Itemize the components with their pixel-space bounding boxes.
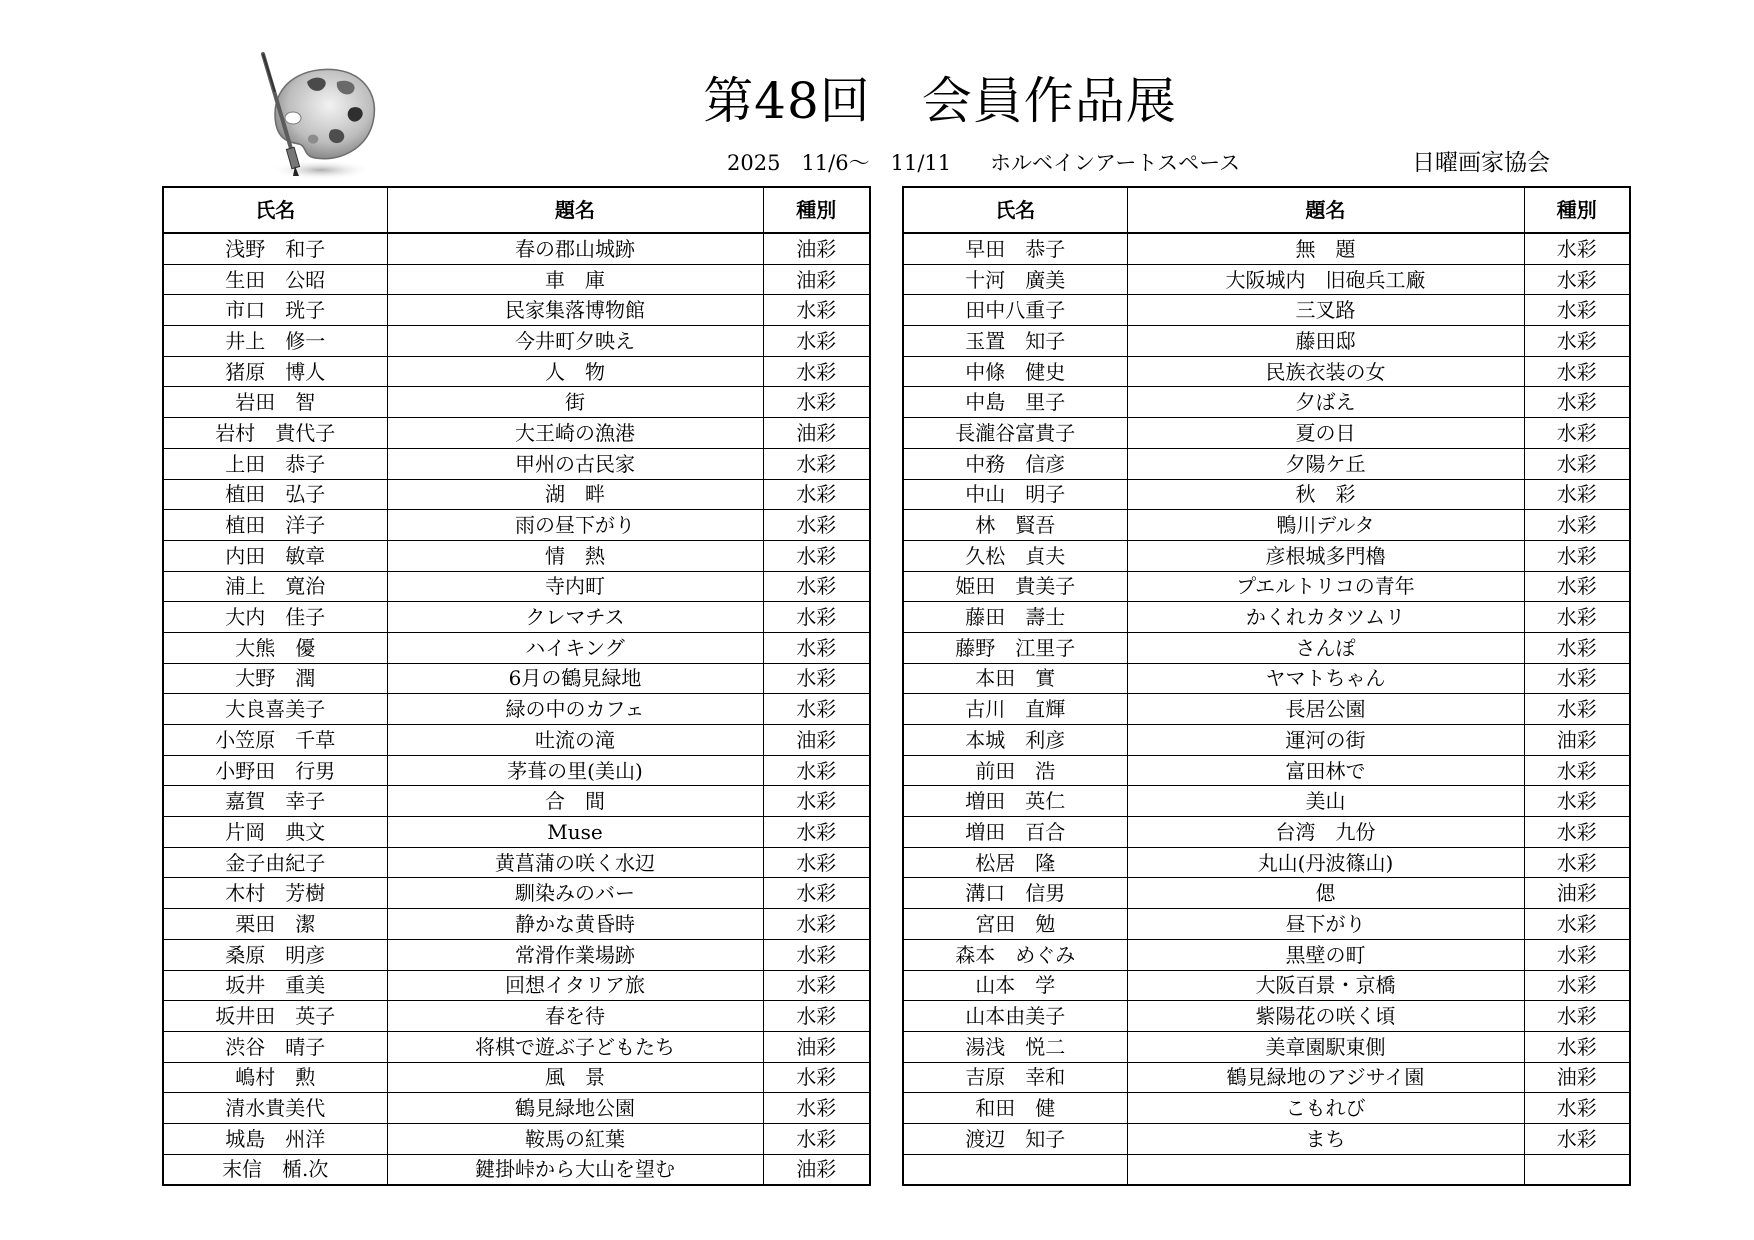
table-row: [903, 694, 1630, 725]
artist-name-cell: 藤野 江里子: [903, 632, 1127, 663]
table-row: [903, 1031, 1630, 1062]
work-title-cell: 美章園駅東側: [1127, 1031, 1524, 1062]
table-row: [903, 1062, 1630, 1093]
medium-cell: 水彩: [763, 510, 870, 541]
artist-name-cell: 嘉賀 幸子: [163, 786, 387, 817]
work-title-cell: 合 間: [387, 786, 763, 817]
medium-cell: 水彩: [763, 847, 870, 878]
table-row: [163, 418, 870, 449]
column-header-title: 題名: [387, 187, 763, 233]
venue-name: ホルベインアートスペース: [990, 151, 1241, 175]
medium-cell: 水彩: [1524, 356, 1630, 387]
table-row: [163, 356, 870, 387]
column-header-name: 氏名: [163, 187, 387, 233]
medium-cell: 水彩: [1524, 909, 1630, 940]
table-row: [903, 448, 1630, 479]
artist-name-cell: 嶋村 勲: [163, 1062, 387, 1093]
table-row: [163, 1001, 870, 1032]
medium-cell: 水彩: [763, 663, 870, 694]
artist-name-cell: 渋谷 晴子: [163, 1031, 387, 1062]
artist-name-cell: 木村 芳樹: [163, 878, 387, 909]
artist-name-cell: 本田 實: [903, 663, 1127, 694]
artist-name-cell: 坂井 重美: [163, 970, 387, 1001]
medium-cell: 水彩: [763, 356, 870, 387]
medium-cell: 水彩: [1524, 663, 1630, 694]
table-row: [163, 663, 870, 694]
medium-cell: 水彩: [1524, 817, 1630, 848]
table-row: [163, 725, 870, 756]
table-row: [903, 326, 1630, 357]
work-title-cell: 鴨川デルタ: [1127, 510, 1524, 541]
artist-name-cell: 清水貴美代: [163, 1093, 387, 1124]
medium-cell: 油彩: [1524, 878, 1630, 909]
medium-cell: 水彩: [763, 1093, 870, 1124]
table-row: [903, 909, 1630, 940]
medium-cell: 水彩: [763, 909, 870, 940]
artist-name-cell: 井上 修一: [163, 326, 387, 357]
medium-cell: 油彩: [763, 1154, 870, 1185]
artist-name-cell: 増田 百合: [903, 817, 1127, 848]
table-row: [163, 264, 870, 295]
artist-name-cell: 末信 楯.次: [163, 1154, 387, 1185]
artist-name-cell: [903, 1154, 1127, 1185]
work-title-cell: 秋 彩: [1127, 479, 1524, 510]
work-title-cell: 吐流の滝: [387, 725, 763, 756]
table-row: [903, 1093, 1630, 1124]
table-row: [163, 755, 870, 786]
work-title-cell: 鶴見緑地公園: [387, 1093, 763, 1124]
work-title-cell: 美山: [1127, 786, 1524, 817]
medium-cell: 水彩: [763, 479, 870, 510]
artist-name-cell: 玉置 知子: [903, 326, 1127, 357]
medium-cell: 水彩: [1524, 233, 1630, 264]
medium-cell: 水彩: [1524, 387, 1630, 418]
medium-cell: 水彩: [763, 295, 870, 326]
table-header-row: [163, 187, 870, 233]
work-title-cell: 運河の街: [1127, 725, 1524, 756]
artist-name-cell: 浦上 寛治: [163, 571, 387, 602]
artist-name-cell: 内田 敏章: [163, 540, 387, 571]
work-title-cell: 緑の中のカフェ: [387, 694, 763, 725]
medium-cell: 水彩: [1524, 1001, 1630, 1032]
table-row: [903, 1001, 1630, 1032]
artist-name-cell: 増田 英仁: [903, 786, 1127, 817]
table-row: [163, 817, 870, 848]
work-title-cell: 6月の鶴見緑地: [387, 663, 763, 694]
medium-cell: 水彩: [763, 540, 870, 571]
medium-cell: 水彩: [1524, 786, 1630, 817]
table-row: [163, 939, 870, 970]
medium-cell: [1524, 1154, 1630, 1185]
medium-cell: 水彩: [763, 817, 870, 848]
medium-cell: 水彩: [763, 970, 870, 1001]
work-title-cell: こもれび: [1127, 1093, 1524, 1124]
artist-name-cell: 大内 佳子: [163, 602, 387, 633]
table-row: [903, 510, 1630, 541]
table-row: [903, 387, 1630, 418]
work-title-cell: 春の郡山城跡: [387, 233, 763, 264]
artist-table-left: [162, 186, 871, 1186]
table-row: [163, 233, 870, 264]
work-title-cell: 民家集落博物館: [387, 295, 763, 326]
table-row: [163, 510, 870, 541]
artist-name-cell: 山本由美子: [903, 1001, 1127, 1032]
medium-cell: 水彩: [1524, 1093, 1630, 1124]
organizer-name: 日曜画家協会: [1412, 150, 1550, 176]
table-row: [163, 1154, 870, 1185]
table-row: [163, 847, 870, 878]
artist-name-cell: 植田 弘子: [163, 479, 387, 510]
medium-cell: 水彩: [763, 571, 870, 602]
artist-name-cell: 長瀧谷富貴子: [903, 418, 1127, 449]
table-row: [903, 755, 1630, 786]
medium-cell: 水彩: [763, 939, 870, 970]
work-title-cell: 黄菖蒲の咲く水辺: [387, 847, 763, 878]
artist-name-cell: 桑原 明彦: [163, 939, 387, 970]
work-title-cell: 三叉路: [1127, 295, 1524, 326]
table-row: [163, 448, 870, 479]
table-row: [903, 602, 1630, 633]
work-title-cell: 大王崎の漁港: [387, 418, 763, 449]
page-title: 第48回 会員作品展: [703, 72, 1177, 130]
table-header-row: [903, 187, 1630, 233]
table-row: [163, 571, 870, 602]
work-title-cell: 春を待: [387, 1001, 763, 1032]
work-title-cell: 風 景: [387, 1062, 763, 1093]
table-row: [163, 786, 870, 817]
work-title-cell: 大阪城内 旧砲兵工廠: [1127, 264, 1524, 295]
table-row: [163, 632, 870, 663]
work-title-cell: 丸山(丹波篠山): [1127, 847, 1524, 878]
medium-cell: 水彩: [1524, 418, 1630, 449]
artist-name-cell: 宮田 勉: [903, 909, 1127, 940]
table-row: [903, 632, 1630, 663]
medium-cell: 水彩: [763, 786, 870, 817]
work-title-cell: 鶴見緑地のアジサイ園: [1127, 1062, 1524, 1093]
work-title-cell: 鞍馬の紅葉: [387, 1123, 763, 1154]
medium-cell: 水彩: [763, 878, 870, 909]
table-row: [903, 295, 1630, 326]
medium-cell: 油彩: [1524, 725, 1630, 756]
table-row: [903, 1123, 1630, 1154]
artist-name-cell: 栗田 潔: [163, 909, 387, 940]
work-title-cell: 富田林で: [1127, 755, 1524, 786]
medium-cell: 油彩: [763, 418, 870, 449]
medium-cell: 水彩: [763, 602, 870, 633]
artist-name-cell: 林 賢吾: [903, 510, 1127, 541]
medium-cell: 水彩: [763, 1062, 870, 1093]
artist-name-cell: 和田 健: [903, 1093, 1127, 1124]
medium-cell: 水彩: [763, 448, 870, 479]
medium-cell: 水彩: [763, 694, 870, 725]
medium-cell: 水彩: [763, 632, 870, 663]
work-title-cell: 偲: [1127, 878, 1524, 909]
work-title-cell: 甲州の古民家: [387, 448, 763, 479]
artist-name-cell: 岩村 貴代子: [163, 418, 387, 449]
medium-cell: 水彩: [1524, 602, 1630, 633]
medium-cell: 水彩: [1524, 1031, 1630, 1062]
work-title-cell: まち: [1127, 1123, 1524, 1154]
table-row: [903, 1154, 1630, 1185]
table-row: [903, 939, 1630, 970]
work-title-cell: プエルトリコの青年: [1127, 571, 1524, 602]
work-title-cell: 街: [387, 387, 763, 418]
work-title-cell: 夏の日: [1127, 418, 1524, 449]
artist-name-cell: 猪原 博人: [163, 356, 387, 387]
table-row: [163, 1123, 870, 1154]
column-header-kind: 種別: [1524, 187, 1630, 233]
medium-cell: 水彩: [1524, 510, 1630, 541]
artist-name-cell: 溝口 信男: [903, 878, 1127, 909]
artist-name-cell: 藤田 壽士: [903, 602, 1127, 633]
artist-name-cell: 中務 信彦: [903, 448, 1127, 479]
work-title-cell: 回想イタリア旅: [387, 970, 763, 1001]
medium-cell: 水彩: [1524, 326, 1630, 357]
work-title-cell: Muse: [387, 817, 763, 848]
table-row: [163, 694, 870, 725]
table-row: [903, 418, 1630, 449]
medium-cell: 水彩: [1524, 264, 1630, 295]
medium-cell: 水彩: [763, 387, 870, 418]
medium-cell: 水彩: [1524, 571, 1630, 602]
artist-name-cell: 市口 珖子: [163, 295, 387, 326]
column-header-kind: 種別: [763, 187, 870, 233]
medium-cell: 水彩: [1524, 632, 1630, 663]
artist-name-cell: 上田 恭子: [163, 448, 387, 479]
artist-name-cell: 生田 公昭: [163, 264, 387, 295]
medium-cell: 油彩: [763, 1031, 870, 1062]
medium-cell: 水彩: [1524, 479, 1630, 510]
medium-cell: 水彩: [1524, 755, 1630, 786]
artist-name-cell: 久松 貞夫: [903, 540, 1127, 571]
work-title-cell: 台湾 九份: [1127, 817, 1524, 848]
medium-cell: 水彩: [1524, 295, 1630, 326]
work-title-cell: 長居公園: [1127, 694, 1524, 725]
artist-name-cell: 姫田 貴美子: [903, 571, 1127, 602]
artist-name-cell: 小笠原 千草: [163, 725, 387, 756]
table-row: [903, 479, 1630, 510]
table-row: [163, 1093, 870, 1124]
artist-name-cell: 浅野 和子: [163, 233, 387, 264]
artist-name-cell: 渡辺 知子: [903, 1123, 1127, 1154]
table-row: [903, 847, 1630, 878]
work-title-cell: 情 熱: [387, 540, 763, 571]
artist-name-cell: 坂井田 英子: [163, 1001, 387, 1032]
work-title-cell: さんぽ: [1127, 632, 1524, 663]
work-title-cell: [1127, 1154, 1524, 1185]
artist-name-cell: 大野 潤: [163, 663, 387, 694]
medium-cell: 水彩: [1524, 1123, 1630, 1154]
table-row: [163, 878, 870, 909]
artist-name-cell: 小野田 行男: [163, 755, 387, 786]
medium-cell: 水彩: [1524, 939, 1630, 970]
medium-cell: 水彩: [763, 1123, 870, 1154]
table-row: [163, 479, 870, 510]
table-row: [903, 817, 1630, 848]
table-row: [163, 387, 870, 418]
artist-name-cell: 吉原 幸和: [903, 1062, 1127, 1093]
medium-cell: 水彩: [1524, 540, 1630, 571]
medium-cell: 油彩: [763, 233, 870, 264]
artist-name-cell: 岩田 智: [163, 387, 387, 418]
work-title-cell: 黒壁の町: [1127, 939, 1524, 970]
work-title-cell: 馴染みのバー: [387, 878, 763, 909]
work-title-cell: 鍵掛峠から大山を望む: [387, 1154, 763, 1185]
table-row: [903, 725, 1630, 756]
artist-name-cell: 植田 洋子: [163, 510, 387, 541]
paint-palette-icon: [255, 52, 385, 184]
table-row: [163, 326, 870, 357]
table-row: [903, 786, 1630, 817]
table-row: [903, 878, 1630, 909]
column-header-title: 題名: [1127, 187, 1524, 233]
work-title-cell: 寺内町: [387, 571, 763, 602]
artist-name-cell: 前田 浩: [903, 755, 1127, 786]
table-row: [903, 540, 1630, 571]
work-title-cell: 今井町夕映え: [387, 326, 763, 357]
table-row: [163, 1031, 870, 1062]
work-title-cell: 藤田邸: [1127, 326, 1524, 357]
work-title-cell: 将棋で遊ぶ子どもたち: [387, 1031, 763, 1062]
table-row: [163, 602, 870, 633]
table-row: [163, 909, 870, 940]
artist-table-right: [902, 186, 1631, 1186]
artist-name-cell: 十河 廣美: [903, 264, 1127, 295]
work-title-cell: 紫陽花の咲く頃: [1127, 1001, 1524, 1032]
medium-cell: 油彩: [763, 264, 870, 295]
work-title-cell: 昼下がり: [1127, 909, 1524, 940]
table-row: [163, 540, 870, 571]
medium-cell: 水彩: [763, 755, 870, 786]
table-row: [903, 233, 1630, 264]
artist-name-cell: 田中八重子: [903, 295, 1127, 326]
artist-name-cell: 中山 明子: [903, 479, 1127, 510]
work-title-cell: 彦根城多門櫓: [1127, 540, 1524, 571]
work-title-cell: 無 題: [1127, 233, 1524, 264]
artist-name-cell: 中條 健史: [903, 356, 1127, 387]
work-title-cell: 夕ばえ: [1127, 387, 1524, 418]
medium-cell: 油彩: [1524, 1062, 1630, 1093]
artist-name-cell: 古川 直輝: [903, 694, 1127, 725]
medium-cell: 水彩: [1524, 448, 1630, 479]
artist-name-cell: 森本 めぐみ: [903, 939, 1127, 970]
artist-name-cell: 片岡 典文: [163, 817, 387, 848]
work-title-cell: 夕陽ケ丘: [1127, 448, 1524, 479]
artist-name-cell: 大良喜美子: [163, 694, 387, 725]
work-title-cell: 雨の昼下がり: [387, 510, 763, 541]
table-row: [163, 295, 870, 326]
work-title-cell: 人 物: [387, 356, 763, 387]
medium-cell: 水彩: [1524, 694, 1630, 725]
artist-name-cell: 松居 隆: [903, 847, 1127, 878]
medium-cell: 水彩: [763, 1001, 870, 1032]
table-row: [163, 970, 870, 1001]
artist-name-cell: 湯浅 悦二: [903, 1031, 1127, 1062]
table-row: [903, 571, 1630, 602]
medium-cell: 水彩: [763, 326, 870, 357]
work-title-cell: クレマチス: [387, 602, 763, 633]
work-title-cell: 茅葺の里(美山): [387, 755, 763, 786]
table-row: [903, 970, 1630, 1001]
table-row: [903, 264, 1630, 295]
table-row: [163, 1062, 870, 1093]
column-header-name: 氏名: [903, 187, 1127, 233]
work-title-cell: 大阪百景・京橋: [1127, 970, 1524, 1001]
artist-name-cell: 金子由紀子: [163, 847, 387, 878]
work-title-cell: かくれカタツムリ: [1127, 602, 1524, 633]
work-title-cell: 民族衣装の女: [1127, 356, 1524, 387]
artist-name-cell: 大熊 優: [163, 632, 387, 663]
artist-name-cell: 城島 州洋: [163, 1123, 387, 1154]
artist-name-cell: 山本 学: [903, 970, 1127, 1001]
work-title-cell: ハイキング: [387, 632, 763, 663]
work-title-cell: 湖 畔: [387, 479, 763, 510]
work-title-cell: 車 庫: [387, 264, 763, 295]
work-title-cell: 静かな黄昏時: [387, 909, 763, 940]
table-row: [903, 663, 1630, 694]
table-row: [903, 356, 1630, 387]
work-title-cell: 常滑作業場跡: [387, 939, 763, 970]
medium-cell: 油彩: [763, 725, 870, 756]
medium-cell: 水彩: [1524, 970, 1630, 1001]
medium-cell: 水彩: [1524, 847, 1630, 878]
artist-name-cell: 本城 利彦: [903, 725, 1127, 756]
artist-name-cell: 中島 里子: [903, 387, 1127, 418]
artist-name-cell: 早田 恭子: [903, 233, 1127, 264]
work-title-cell: ヤマトちゃん: [1127, 663, 1524, 694]
exhibition-dates: 2025 11/6～ 11/11: [727, 151, 952, 175]
